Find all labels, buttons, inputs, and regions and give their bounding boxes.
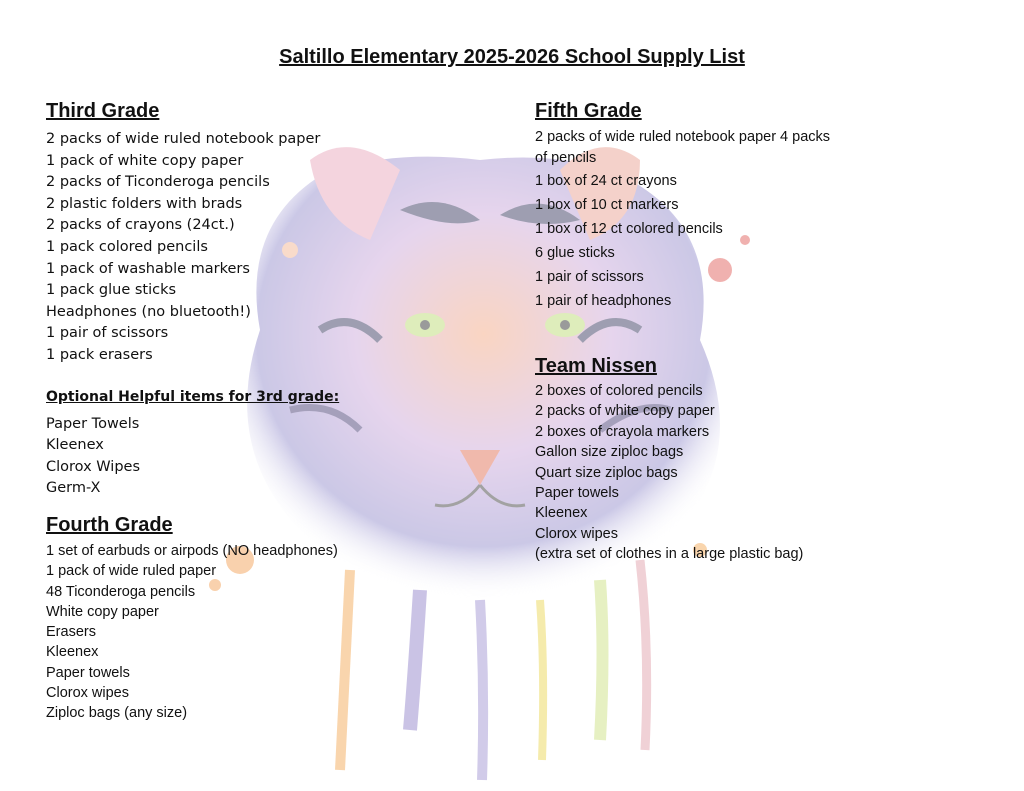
list-item: 1 pair of headphones [535, 293, 672, 309]
list-item: Germ-X [46, 480, 101, 497]
list-item: White copy paper [46, 603, 159, 620]
list-item: 1 pack erasers [46, 346, 153, 363]
list-item: 1 pack of white copy paper [46, 152, 244, 169]
list-item: 2 boxes of colored pencils [535, 383, 703, 399]
fourth-grade-section [46, 514, 376, 724]
fourth-grade-list [46, 541, 376, 724]
third-grade-section [46, 100, 376, 500]
team-nissen-heading: Team Nissen [535, 355, 657, 377]
fifth-grade-list [535, 127, 835, 313]
list-item: 1 pack of washable markers [46, 260, 250, 277]
list-item: 1 pack of wide ruled paper [46, 563, 217, 580]
list-item: 1 pair of scissors [535, 269, 644, 285]
page-title: Saltillo Elementary 2025-2026 School Supply List [279, 46, 745, 68]
list-item: Clorox wipes [46, 685, 129, 702]
list-item: 48 Ticonderoga pencils [46, 583, 196, 600]
list-item: Clorox wipes [535, 525, 618, 542]
list-item: Paper towels [535, 485, 619, 502]
list-item: Erasers [46, 624, 96, 641]
list-item: 2 packs of Ticonderoga pencils [46, 174, 270, 191]
list-item: Kleenex [46, 437, 104, 454]
list-item: 2 packs of white copy paper [535, 403, 715, 420]
list-item: 2 plastic folders with brads [46, 195, 243, 212]
list-item: (extra set of clothes in a large plastic bag) [535, 546, 804, 563]
list-item: Ziploc bags (any size) [46, 705, 188, 722]
list-item: 1 pair of scissors [46, 325, 169, 342]
fifth-grade-heading: Fifth Grade [535, 100, 642, 122]
list-item: Clorox Wipes [46, 458, 141, 475]
team-nissen-section [535, 355, 865, 565]
list-item: 1 set of earbuds or airpods (NO headphones) [46, 543, 338, 559]
list-item: Headphones (no bluetooth!) [46, 303, 251, 320]
list-item: Paper Towels [46, 415, 140, 432]
list-item: Kleenex [46, 644, 99, 661]
third-grade-heading: Third Grade [46, 100, 160, 122]
list-item: Paper towels [46, 664, 130, 681]
list-item: 2 packs of wide ruled notebook paper 4 packs of pencils [535, 129, 831, 166]
list-item: 2 boxes of crayola markers [535, 423, 710, 440]
list-item: Gallon size ziploc bags [535, 444, 684, 461]
list-item: Kleenex [535, 505, 588, 522]
list-item: 2 packs of crayons (24ct.) [46, 217, 235, 234]
list-item: 1 box of 12 ct colored pencils [535, 221, 723, 237]
list-item: 2 packs of wide ruled notebook paper [46, 131, 321, 147]
list-item: 1 pack glue sticks [46, 282, 177, 299]
list-item: 1 pack colored pencils [46, 238, 208, 255]
list-item: Quart size ziploc bags [535, 464, 678, 481]
team-nissen-list [535, 381, 865, 565]
list-item: 6 glue sticks [535, 245, 615, 261]
fourth-grade-heading: Fourth Grade [46, 514, 173, 536]
optional-items-list [46, 414, 376, 500]
optional-items-heading: Optional Helpful items for 3rd grade: [46, 388, 340, 405]
list-item: 1 box of 24 ct crayons [535, 173, 677, 189]
fifth-grade-section [535, 100, 835, 313]
list-item: 1 box of 10 ct markers [535, 197, 679, 213]
third-grade-list [46, 129, 376, 367]
